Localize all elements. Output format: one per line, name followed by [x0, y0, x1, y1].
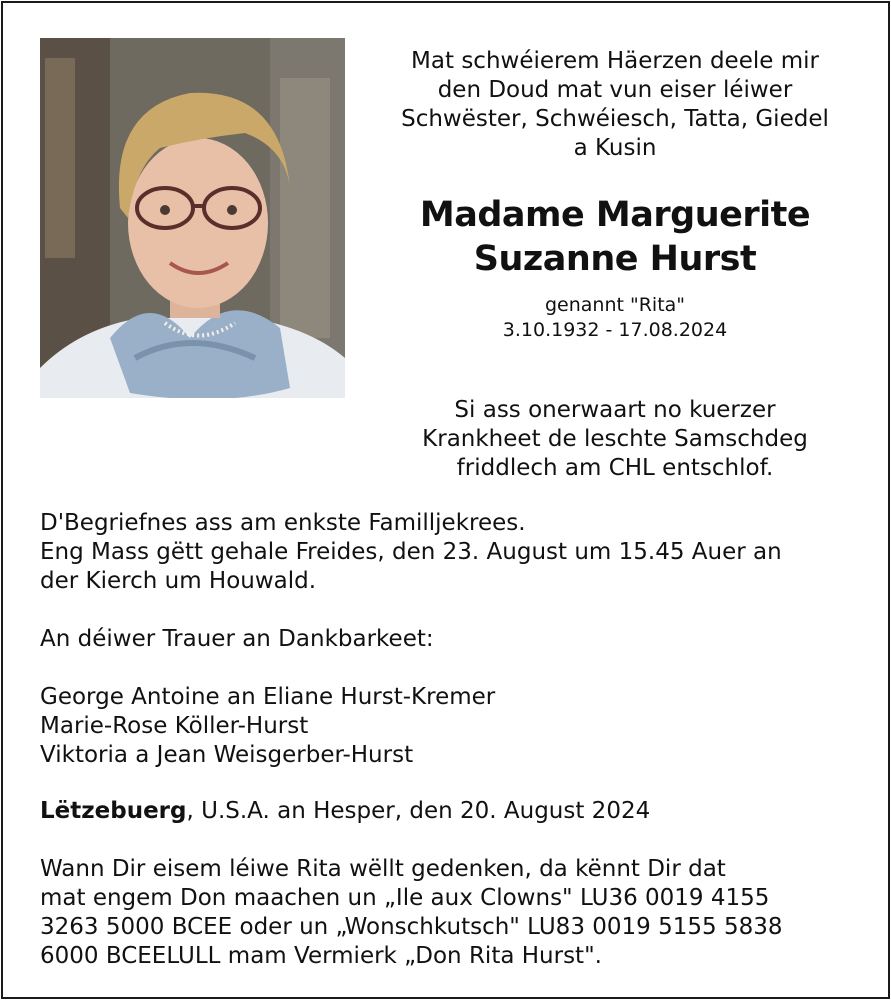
portrait-photo [40, 38, 345, 398]
intro-line: den Doud mat vun eiser léiwer [437, 77, 793, 103]
donation-line: 3263 5000 BCEE oder un „Wonschkutsch" LU83 0019 5155 5838 [40, 914, 783, 940]
mourning-heading: An déiwer Trauer an Dankbarkeet: [40, 626, 434, 652]
mourner-name: Marie-Rose Köller-Hurst [40, 713, 309, 739]
intro-line: a Kusin [573, 135, 657, 161]
donation-line: mat engem Don maachen un „Ile aux Clowns" LU36 0019 4155 [40, 885, 770, 911]
donation-info [40, 855, 870, 971]
place-name: Lëtzebuerg [40, 798, 187, 824]
funeral-info [40, 509, 870, 596]
passing-line: Si ass onerwaart no kuerzer [454, 397, 776, 423]
intro-line: Mat schwéierem Häerzen deele mir [411, 48, 819, 74]
announcement-intro [355, 47, 875, 163]
name-line: Suzanne Hurst [473, 239, 757, 279]
life-dates: 3.10.1932 - 17.08.2024 [502, 319, 728, 341]
funeral-line: Eng Mass gëtt gehale Freides, den 23. August um 15.45 Auer an [40, 539, 782, 565]
passing-line: friddlech am CHL entschlof. [456, 455, 774, 481]
obituary-notice [1, 1, 890, 999]
funeral-line: D'Begriefnes ass am enkste Familljekrees. [40, 510, 526, 536]
name-line: Madame Marguerite [419, 195, 811, 235]
donation-line: Wann Dir eisem léiwe Rita wëllt gedenken, da kënnt Dir dat [40, 856, 726, 882]
mourner-name: George Antoine an Eliane Hurst-Kremer [40, 684, 496, 710]
mourners-list [40, 683, 870, 770]
passing-line: Krankheet de leschte Samschdeg [422, 426, 808, 452]
place-date-line [40, 797, 870, 826]
funeral-line: der Kierch um Houwald. [40, 568, 317, 594]
mourner-name: Viktoria a Jean Weisgerber-Hurst [40, 742, 414, 768]
intro-line: Schwëster, Schwéiesch, Tatta, Giedel [401, 106, 829, 132]
donation-line: 6000 BCEELULL mam Vermierk „Don Rita Hurst". [40, 943, 602, 969]
passing-notice [355, 396, 875, 483]
deceased-alias: genannt "Rita" [544, 294, 686, 316]
deceased-name [355, 193, 875, 281]
place-date-rest: , U.S.A. an Hesper, den 20. August 2024 [186, 798, 651, 824]
